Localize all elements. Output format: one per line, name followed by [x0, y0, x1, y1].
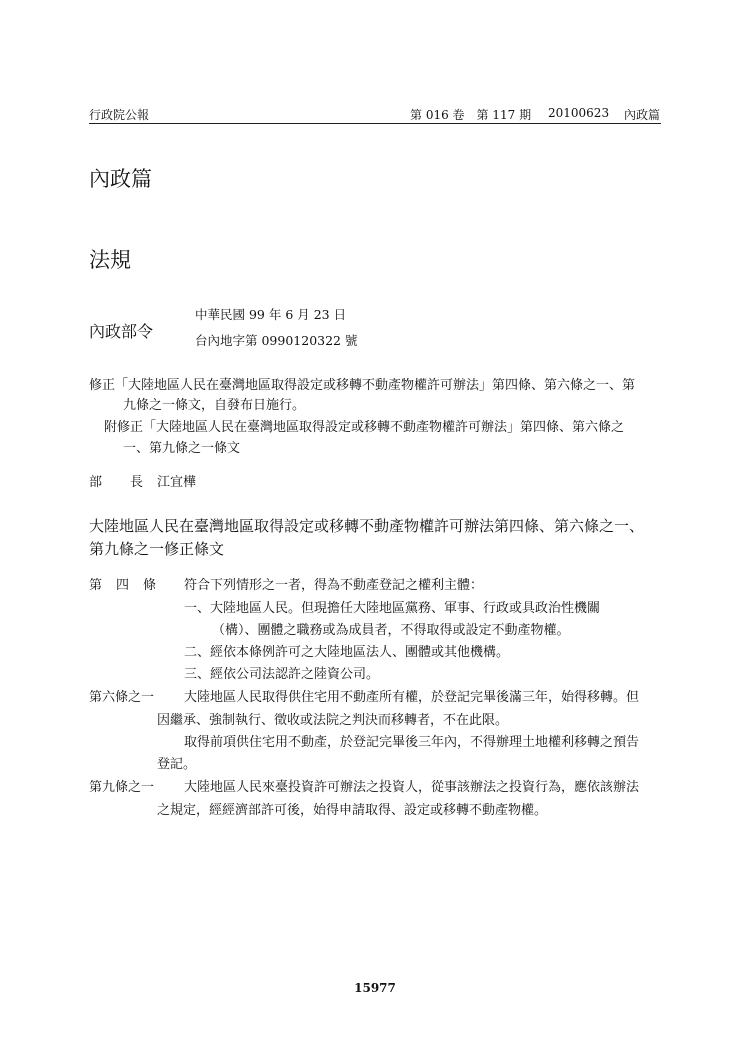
article-9-1-p1a: 大陸地區人民來臺投資許可辦法之投資人，從事該辦法之投資行為，應依該辦法	[184, 780, 640, 795]
minister-char-2: 長	[130, 475, 144, 490]
order-issuer: 內政部令	[89, 322, 154, 341]
article-4-item-3: 三、經依公司法認許之陸資公司。	[184, 667, 380, 682]
minister-name: 江宜樺	[157, 475, 197, 490]
article-6-1-p2a: 取得前項供住宅用不動產，於登記完畢後三年內，不得辦理土地權利移轉之預告	[184, 735, 640, 750]
article-4-item-1b: （構）、團體之職務或為成員者，不得取得或設定不動產物權。	[212, 623, 570, 638]
order-number: 台內地字第 0990120322 號	[195, 333, 358, 348]
article-4-item-2: 二、經依本條例許可之大陸地區法人、團體或其他機構。	[184, 645, 510, 660]
article-4-label-1: 第	[89, 578, 103, 593]
page-number: 15977	[354, 981, 396, 995]
body-line-4: 一、第九條之一條文	[123, 441, 241, 456]
article-6-1-label: 第六條之一	[89, 690, 155, 705]
header-section: 內政篇	[624, 108, 661, 122]
volume-issue: 第 016 卷 第 117 期	[410, 108, 532, 122]
article-6-1-p1b: 因繼承、強制執行、徵收或法院之判決而移轉者，不在此限。	[157, 713, 509, 728]
issue-date: 20100623	[548, 106, 610, 120]
law-title-line-1: 大陸地區人民在臺灣地區取得設定或移轉不動產物權許可辦法第四條、第六條之一、	[89, 517, 645, 535]
header-rule	[89, 123, 661, 124]
order-date: 中華民國 99 年 6 月 23 日	[195, 307, 347, 322]
body-line-1: 修正「大陸地區人民在臺灣地區取得設定或移轉不動產物權許可辦法」第四條、第六條之一、第	[89, 378, 636, 393]
law-title-line-2: 第九條之一修正條文	[89, 540, 225, 558]
body-line-2: 九條之一條文，自發布日施行。	[123, 398, 306, 413]
article-9-1-label: 第九條之一	[89, 780, 155, 795]
article-6-1-p2b: 登記。	[157, 757, 197, 772]
article-4-label-3: 條	[143, 578, 157, 593]
category-title: 法規	[89, 248, 131, 272]
article-6-1-p1a: 大陸地區人民取得供住宅用不動產所有權，於登記完畢後滿三年，始得移轉。但	[184, 690, 640, 705]
gazette-name: 行政院公報	[89, 108, 150, 122]
section-title: 內政篇	[89, 167, 152, 191]
article-4-text: 符合下列情形之一者，得為不動產登記之權利主體：	[184, 578, 484, 593]
article-9-1-p1b: 之規定，經經濟部許可後，始得申請取得、設定或移轉不動產物權。	[157, 803, 548, 818]
article-4-label-2: 四	[116, 578, 130, 593]
minister-char-1: 部	[89, 475, 103, 490]
article-4-item-1a: 一、大陸地區人民。但現擔任大陸地區黨務、軍事、行政或具政治性機關	[184, 601, 601, 616]
body-line-3: 附修正「大陸地區人民在臺灣地區取得設定或移轉不動產物權許可辦法」第四條、第六條之	[104, 420, 625, 435]
